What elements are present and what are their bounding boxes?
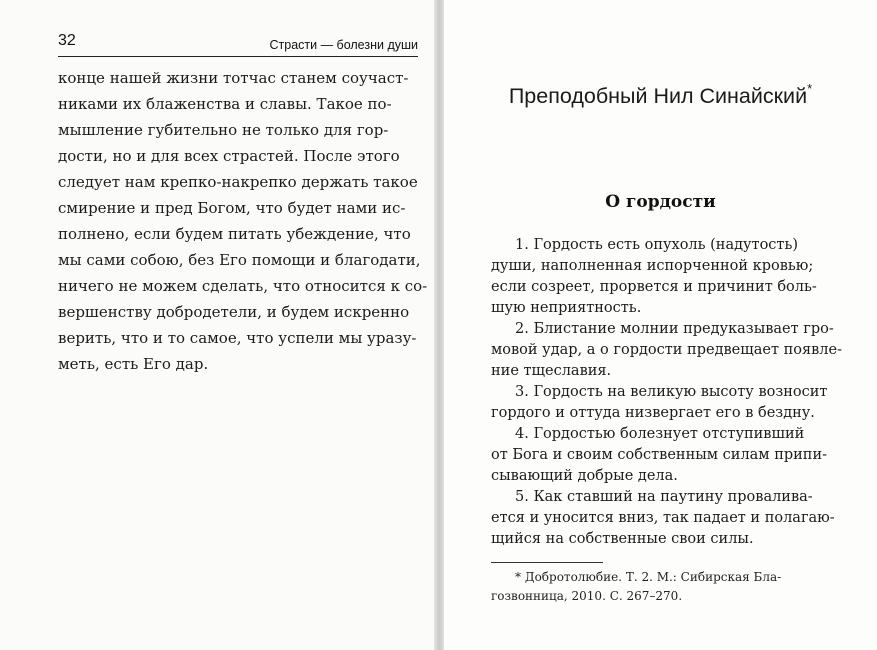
text-line: полнено, если будем питать убеждение, что	[58, 225, 411, 243]
paragraph-5	[491, 487, 836, 550]
text-line: мы сами собою, без Его помощи и благодати,	[58, 251, 421, 269]
text-line: следует нам крепко-накрепко держать такое	[58, 173, 418, 191]
text-line: щийся на собственные свои силы.	[491, 531, 754, 547]
text-line: смирение и пред Богом, что будет нами ис-	[58, 199, 406, 217]
text-line: гордого и оттуда низвергает его в бездну.	[491, 405, 815, 421]
paragraph-4	[491, 424, 836, 487]
running-title: Страсти — болезни души	[269, 38, 418, 52]
text-line: ничего не можем сделать, что относится к со-	[58, 277, 428, 295]
text-line: 1. Гордость есть опухоль (надутость)	[515, 237, 799, 253]
header-rule	[58, 56, 418, 57]
page-number: 32	[58, 32, 76, 49]
text-line: конце нашей жизни тотчас станем соучаст-	[58, 69, 409, 87]
text-line: сывающий добрые дела.	[491, 468, 678, 484]
text-line: 4. Гордостью болезнует отступивший	[515, 426, 805, 442]
text-line: 3. Гордость на великую высоту возносит	[515, 384, 828, 400]
text-line: 2. Блистание молнии предуказывает гро-	[515, 321, 834, 337]
running-head	[58, 30, 418, 58]
left-page	[0, 0, 436, 650]
paragraph-2	[491, 319, 842, 382]
author-heading	[444, 83, 877, 109]
right-body-text	[491, 235, 842, 550]
paragraph-1	[491, 235, 836, 319]
text-line: мовой удар, а о гордости предвещает появле-	[491, 342, 842, 358]
footnote-line: гозвонница, 2010. С. 267–270.	[491, 589, 683, 603]
text-line: шую неприятность.	[491, 300, 642, 316]
text-line: никами их блаженства и славы. Такое по-	[58, 95, 392, 113]
text-line: если созреет, прорвется и причинит боль-	[491, 279, 817, 295]
text-line: дости, но и для всех страстей. После этого	[58, 147, 400, 165]
footnote-marker: *	[807, 81, 813, 96]
chapter-title: О гордости	[605, 192, 716, 212]
text-line: от Бога и своим собственным силам припи-	[491, 447, 828, 463]
right-page	[444, 0, 877, 650]
left-body-text	[58, 65, 428, 377]
text-line: вершенству добродетели, и будем искренно	[58, 303, 410, 321]
text-line: души, наполненная испорченной кровью;	[491, 258, 814, 274]
footnote	[491, 568, 836, 606]
text-line: мышление губительно не только для гор-	[58, 121, 389, 139]
footnote-rule	[491, 562, 603, 563]
paragraph-3	[491, 382, 836, 424]
text-line: 5. Как ставший на паутину проваливa-	[515, 489, 813, 505]
text-line: верить, что и то самое, что успели мы уразу-	[58, 329, 417, 347]
footnote-line: * Добротолюбие. Т. 2. М.: Сибирская Бла-	[515, 570, 782, 584]
text-line: ние тщеславия.	[491, 363, 612, 379]
text-line: ется и уносится вниз, так падает и полагаю-	[491, 510, 835, 526]
text-line: меть, есть Его дар.	[58, 355, 209, 373]
author-name: Преподобный Нил Синайский	[508, 84, 808, 109]
